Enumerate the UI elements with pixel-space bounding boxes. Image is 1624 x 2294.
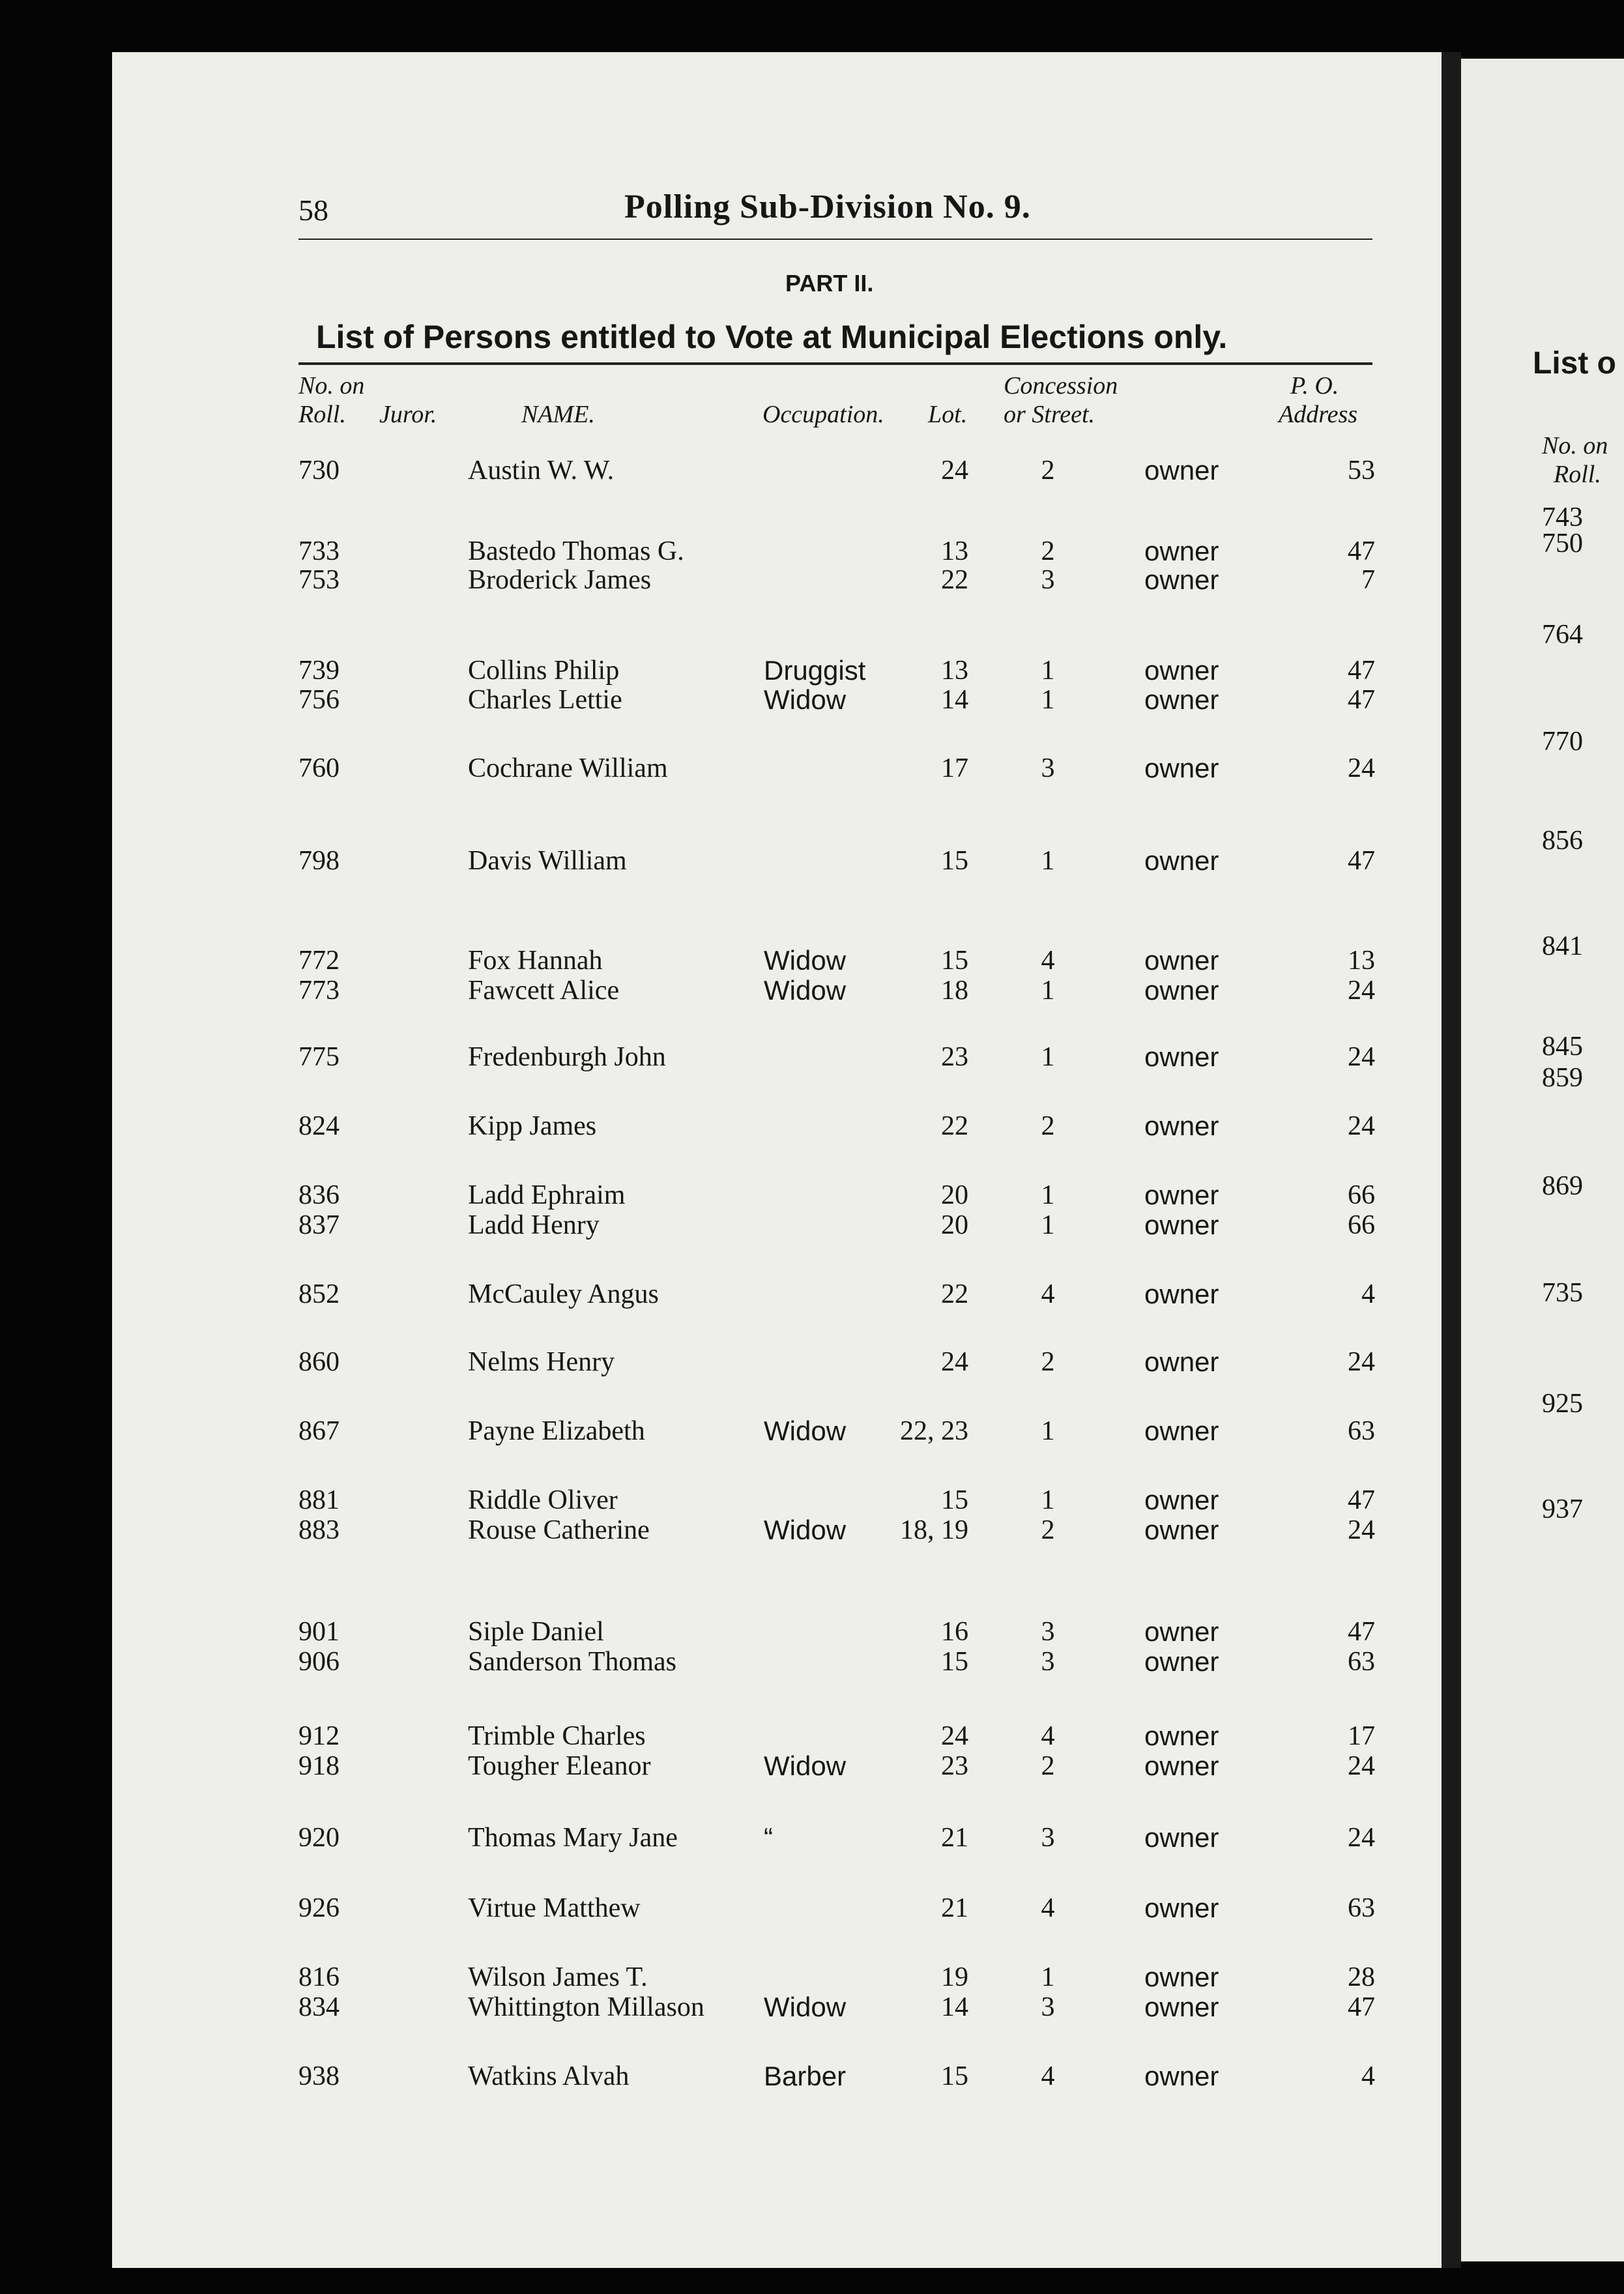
cell-con: 4 [1041,1893,1055,1923]
cell-name: Charles Lettie [468,685,622,715]
cell-name: Fawcett Alice [468,976,620,1006]
cell-addr: 24 [1348,1111,1375,1141]
cell-no: 860 [298,1347,340,1377]
cell-lot: 22 [941,1111,968,1141]
right-roll-number: 856 [1542,826,1583,856]
cell-status: owner [1144,455,1219,486]
cell-lot: 16 [941,1617,968,1647]
cell-no: 901 [298,1617,340,1647]
cell-con: 1 [1041,846,1055,876]
cell-status: owner [1144,1041,1219,1072]
cell-status: owner [1144,1279,1219,1309]
cell-status: owner [1144,1485,1219,1515]
list-title: List of Persons entitled to Vote at Municipal Elections only. [316,319,1228,355]
right-roll-number: 735 [1542,1278,1583,1308]
cell-lot: 15 [941,1485,968,1515]
cell-lot: 23 [941,1751,968,1781]
cell-addr: 24 [1348,1823,1375,1853]
cell-lot: 18, 19 [900,1515,968,1545]
cell-name: Ladd Ephraim [468,1180,626,1210]
cell-con: 2 [1041,1751,1055,1781]
part-heading: PART II. [785,270,874,297]
cell-name: Wilson James T. [468,1962,648,1992]
right-roll-number: 859 [1542,1063,1583,1093]
cell-occ: Widow [764,1416,847,1446]
cell-status: owner [1144,1992,1219,2022]
cell-con: 4 [1041,1279,1055,1309]
cell-name: Thomas Mary Jane [468,1823,678,1853]
cell-no: 906 [298,1647,340,1677]
col-header-roll: Roll. [298,401,346,428]
page-title: Polling Sub-Division No. 9. [624,188,1031,225]
cell-lot: 22, 23 [900,1416,968,1446]
cell-con: 1 [1041,1416,1055,1446]
cell-status: owner [1144,1111,1219,1141]
cell-addr: 47 [1348,536,1375,566]
cell-con: 1 [1041,976,1055,1006]
cell-addr: 28 [1348,1962,1375,1992]
cell-lot: 21 [941,1893,968,1923]
cell-no: 733 [298,536,340,566]
col-header-or-street: or Street. [1004,401,1095,428]
cell-con: 1 [1041,1042,1055,1072]
cell-name: Fredenburgh John [468,1042,666,1072]
cell-addr: 24 [1348,1042,1375,1072]
cell-addr: 24 [1348,1347,1375,1377]
cell-no: 920 [298,1823,340,1853]
right-roll-number: 845 [1542,1032,1583,1062]
cell-status: owner [1144,1180,1219,1210]
cell-status: owner [1144,1616,1219,1647]
cell-no: 772 [298,946,340,976]
cell-addr: 17 [1348,1721,1375,1751]
cell-occ: Widow [764,975,847,1006]
cell-occ: Widow [764,684,847,715]
cell-con: 3 [1041,1647,1055,1677]
cell-addr: 47 [1348,1617,1375,1647]
cell-addr: 63 [1348,1647,1375,1677]
cell-addr: 66 [1348,1210,1375,1240]
cell-con: 3 [1041,1992,1055,2022]
cell-lot: 14 [941,1992,968,2022]
right-page-title: List o [1533,346,1616,381]
col-header-name: NAME. [521,401,595,428]
cell-no: 753 [298,565,340,595]
page-number: 58 [298,194,328,227]
cell-status: owner [1144,1515,1219,1545]
cell-addr: 4 [1361,1279,1375,1309]
cell-lot: 13 [941,656,968,686]
cell-status: owner [1144,1210,1219,1240]
cell-no: 852 [298,1279,340,1309]
cell-no: 730 [298,456,340,486]
cell-no: 881 [298,1485,340,1515]
right-roll-number: 869 [1542,1171,1583,1201]
cell-name: Cochrane William [468,753,668,783]
cell-no: 918 [298,1751,340,1781]
cell-con: 1 [1041,685,1055,715]
cell-con: 3 [1041,1617,1055,1647]
cell-lot: 22 [941,565,968,595]
right-roll-number: 925 [1542,1389,1583,1419]
cell-name: Collins Philip [468,656,620,686]
cell-name: Austin W. W. [468,456,615,486]
cell-status: owner [1144,945,1219,976]
cell-occ: Druggist [764,655,866,686]
right-roll-number: 937 [1542,1494,1583,1524]
cell-addr: 24 [1348,753,1375,783]
cell-name: Davis William [468,846,627,876]
cell-con: 1 [1041,656,1055,686]
page-gutter [1442,52,1461,2268]
cell-status: owner [1144,655,1219,686]
cell-lot: 15 [941,846,968,876]
cell-occ: Widow [764,945,847,976]
cell-no: 798 [298,846,340,876]
cell-lot: 14 [941,685,968,715]
header-rule [298,362,1372,365]
right-roll-number: 764 [1542,620,1583,650]
right-roll-number: 743 [1542,502,1583,532]
cell-addr: 63 [1348,1416,1375,1446]
cell-status: owner [1144,684,1219,715]
cell-occ: Widow [764,1992,847,2022]
cell-status: owner [1144,564,1219,595]
cell-name: Fox Hannah [468,946,603,976]
cell-no: 775 [298,1042,340,1072]
cell-lot: 19 [941,1962,968,1992]
cell-status: owner [1144,1962,1219,1992]
cell-lot: 24 [941,1347,968,1377]
cell-con: 1 [1041,1485,1055,1515]
cell-lot: 20 [941,1180,968,1210]
cell-lot: 24 [941,1721,968,1751]
cell-name: Broderick James [468,565,652,595]
cell-occ: “ [764,1822,773,1853]
col-header-address: Address [1279,401,1358,428]
cell-no: 756 [298,685,340,715]
cell-addr: 63 [1348,1893,1375,1923]
title-rule [298,239,1372,240]
cell-name: Tougher Eleanor [468,1751,651,1781]
cell-con: 1 [1041,1210,1055,1240]
cell-status: owner [1144,1646,1219,1677]
cell-con: 3 [1041,1823,1055,1853]
cell-status: owner [1144,1346,1219,1377]
cell-con: 4 [1041,946,1055,976]
cell-addr: 24 [1348,1751,1375,1781]
cell-name: McCauley Angus [468,1279,659,1309]
cell-occ: Widow [764,1515,847,1545]
cell-con: 2 [1041,1111,1055,1141]
cell-no: 834 [298,1992,340,2022]
cell-no: 926 [298,1893,340,1923]
cell-no: 883 [298,1515,340,1545]
cell-status: owner [1144,753,1219,783]
cell-lot: 18 [941,976,968,1006]
cell-no: 739 [298,656,340,686]
cell-addr: 24 [1348,976,1375,1006]
cell-lot: 13 [941,536,968,566]
cell-addr: 47 [1348,846,1375,876]
cell-con: 3 [1041,565,1055,595]
cell-addr: 47 [1348,656,1375,686]
cell-name: Nelms Henry [468,1347,615,1377]
cell-occ: Widow [764,1750,847,1781]
cell-lot: 17 [941,753,968,783]
cell-addr: 4 [1361,2061,1375,2091]
cell-addr: 24 [1348,1515,1375,1545]
cell-name: Payne Elizabeth [468,1416,645,1446]
right-col-header-no-on: No. on [1542,432,1608,459]
cell-con: 3 [1041,753,1055,783]
cell-addr: 13 [1348,946,1375,976]
cell-con: 2 [1041,1515,1055,1545]
cell-no: 816 [298,1962,340,1992]
col-header-juror: Juror. [379,401,437,428]
cell-con: 1 [1041,1962,1055,1992]
cell-no: 867 [298,1416,340,1446]
col-header-occupation: Occupation. [762,401,884,428]
right-page [1461,59,1624,2261]
cell-lot: 15 [941,2061,968,2091]
cell-status: owner [1144,975,1219,1006]
cell-name: Trimble Charles [468,1721,646,1751]
cell-con: 2 [1041,1347,1055,1377]
cell-addr: 47 [1348,685,1375,715]
cell-addr: 7 [1361,565,1375,595]
cell-con: 4 [1041,2061,1055,2091]
cell-status: owner [1144,1720,1219,1751]
cell-addr: 53 [1348,456,1375,486]
cell-name: Siple Daniel [468,1617,604,1647]
col-header-concession: Concession [1004,372,1118,399]
cell-name: Watkins Alvah [468,2061,630,2091]
cell-no: 938 [298,2061,340,2091]
cell-lot: 15 [941,1647,968,1677]
right-col-header-roll: Roll. [1554,461,1601,488]
cell-addr: 47 [1348,1485,1375,1515]
right-roll-number: 841 [1542,931,1583,961]
cell-name: Riddle Oliver [468,1485,618,1515]
cell-name: Ladd Henry [468,1210,600,1240]
col-header-lot: Lot. [928,401,968,428]
col-header-no-on: No. on [298,372,365,399]
cell-status: owner [1144,1822,1219,1853]
right-roll-number: 770 [1542,727,1583,757]
right-roll-number: 750 [1542,529,1583,559]
cell-no: 760 [298,753,340,783]
cell-addr: 66 [1348,1180,1375,1210]
cell-status: owner [1144,536,1219,566]
cell-con: 4 [1041,1721,1055,1751]
cell-name: Bastedo Thomas G. [468,536,684,566]
cell-status: owner [1144,1750,1219,1781]
cell-name: Rouse Catherine [468,1515,650,1545]
cell-status: owner [1144,845,1219,876]
cell-name: Whittington Millason [468,1992,704,2022]
cell-con: 2 [1041,456,1055,486]
cell-lot: 24 [941,456,968,486]
cell-no: 912 [298,1721,340,1751]
cell-status: owner [1144,2061,1219,2091]
cell-name: Sanderson Thomas [468,1647,677,1677]
cell-lot: 22 [941,1279,968,1309]
cell-occ: Barber [764,2061,847,2091]
cell-no: 836 [298,1180,340,1210]
cell-addr: 47 [1348,1992,1375,2022]
cell-lot: 20 [941,1210,968,1240]
cell-no: 824 [298,1111,340,1141]
cell-name: Kipp James [468,1111,597,1141]
cell-name: Virtue Matthew [468,1893,641,1923]
cell-lot: 23 [941,1042,968,1072]
cell-no: 773 [298,976,340,1006]
cell-no: 837 [298,1210,340,1240]
col-header-po: P. O. [1290,372,1339,399]
cell-lot: 21 [941,1823,968,1853]
cell-con: 1 [1041,1180,1055,1210]
cell-status: owner [1144,1416,1219,1446]
cell-status: owner [1144,1893,1219,1923]
cell-lot: 15 [941,946,968,976]
cell-con: 2 [1041,536,1055,566]
